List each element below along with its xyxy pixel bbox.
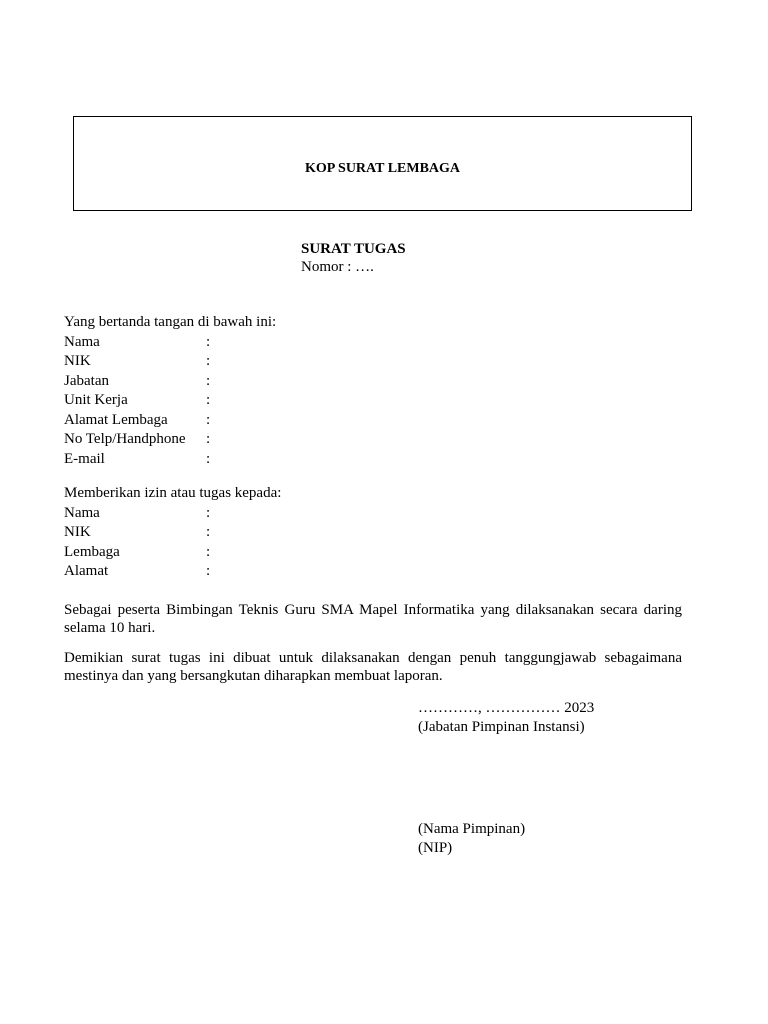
- field-colon: :: [206, 392, 211, 408]
- field-label: Unit Kerja: [64, 392, 128, 408]
- signer-position: (Jabatan Pimpinan Instansi): [418, 719, 585, 735]
- field-label: Alamat Lembaga: [64, 411, 168, 428]
- field-label: Alamat: [64, 563, 109, 579]
- field-colon: :: [206, 450, 211, 467]
- field-row: [64, 411, 684, 431]
- document-number: Nomor : ….: [301, 259, 374, 275]
- letterhead-box: [73, 116, 692, 211]
- assignee-intro: Memberikan izin atau tugas kepada:: [64, 485, 282, 501]
- field-row: [64, 450, 684, 470]
- body-paragraph-1: Sebagai peserta Bimbingan Teknis Guru SMA Mapel Informatika yang dilaksanakan secara daring selama 10 hari.: [64, 602, 682, 636]
- field-label: Lembaga: [64, 543, 120, 560]
- field-colon: :: [206, 372, 211, 389]
- signature-header: [418, 699, 594, 737]
- signer-section: [64, 313, 684, 469]
- field-colon: :: [206, 524, 211, 540]
- field-row: [64, 562, 684, 582]
- field-label: E-mail: [64, 450, 105, 467]
- place-date: …………, …………… 2023: [418, 700, 595, 716]
- field-row: [64, 372, 684, 392]
- signer-name: (Nama Pimpinan): [418, 821, 526, 837]
- field-colon: :: [206, 563, 211, 579]
- field-label: Nama: [64, 333, 100, 350]
- document-title-block: [301, 240, 406, 276]
- field-label: No Telp/Handphone: [64, 431, 186, 447]
- document-title: SURAT TUGAS: [301, 241, 406, 257]
- field-colon: :: [206, 431, 211, 447]
- field-row: [64, 352, 684, 372]
- field-label: NIK: [64, 524, 91, 540]
- field-colon: :: [206, 504, 211, 521]
- signature-footer: [418, 820, 525, 858]
- body-paragraph-2: Demikian surat tugas ini dibuat untuk dilaksanakan dengan penuh tanggungjawab sebagaimana mestinya dan yang bersangkutan diharapkan membuat laporan.: [64, 650, 682, 684]
- field-row: [64, 333, 684, 353]
- field-row: [64, 504, 684, 524]
- field-label: Jabatan: [64, 372, 109, 389]
- field-row: [64, 430, 684, 450]
- field-label: Nama: [64, 504, 100, 521]
- field-colon: :: [206, 543, 211, 560]
- field-label: NIK: [64, 353, 91, 369]
- signer-intro: Yang bertanda tangan di bawah ini:: [64, 314, 277, 330]
- field-colon: :: [206, 353, 211, 369]
- field-row: [64, 543, 684, 563]
- field-row: [64, 391, 684, 411]
- field-colon: :: [206, 411, 211, 428]
- field-colon: :: [206, 333, 211, 350]
- letterhead-title: KOP SURAT LEMBAGA: [304, 161, 461, 176]
- signer-nip: (NIP): [418, 840, 453, 856]
- assignee-section: [64, 484, 684, 582]
- field-row: [64, 523, 684, 543]
